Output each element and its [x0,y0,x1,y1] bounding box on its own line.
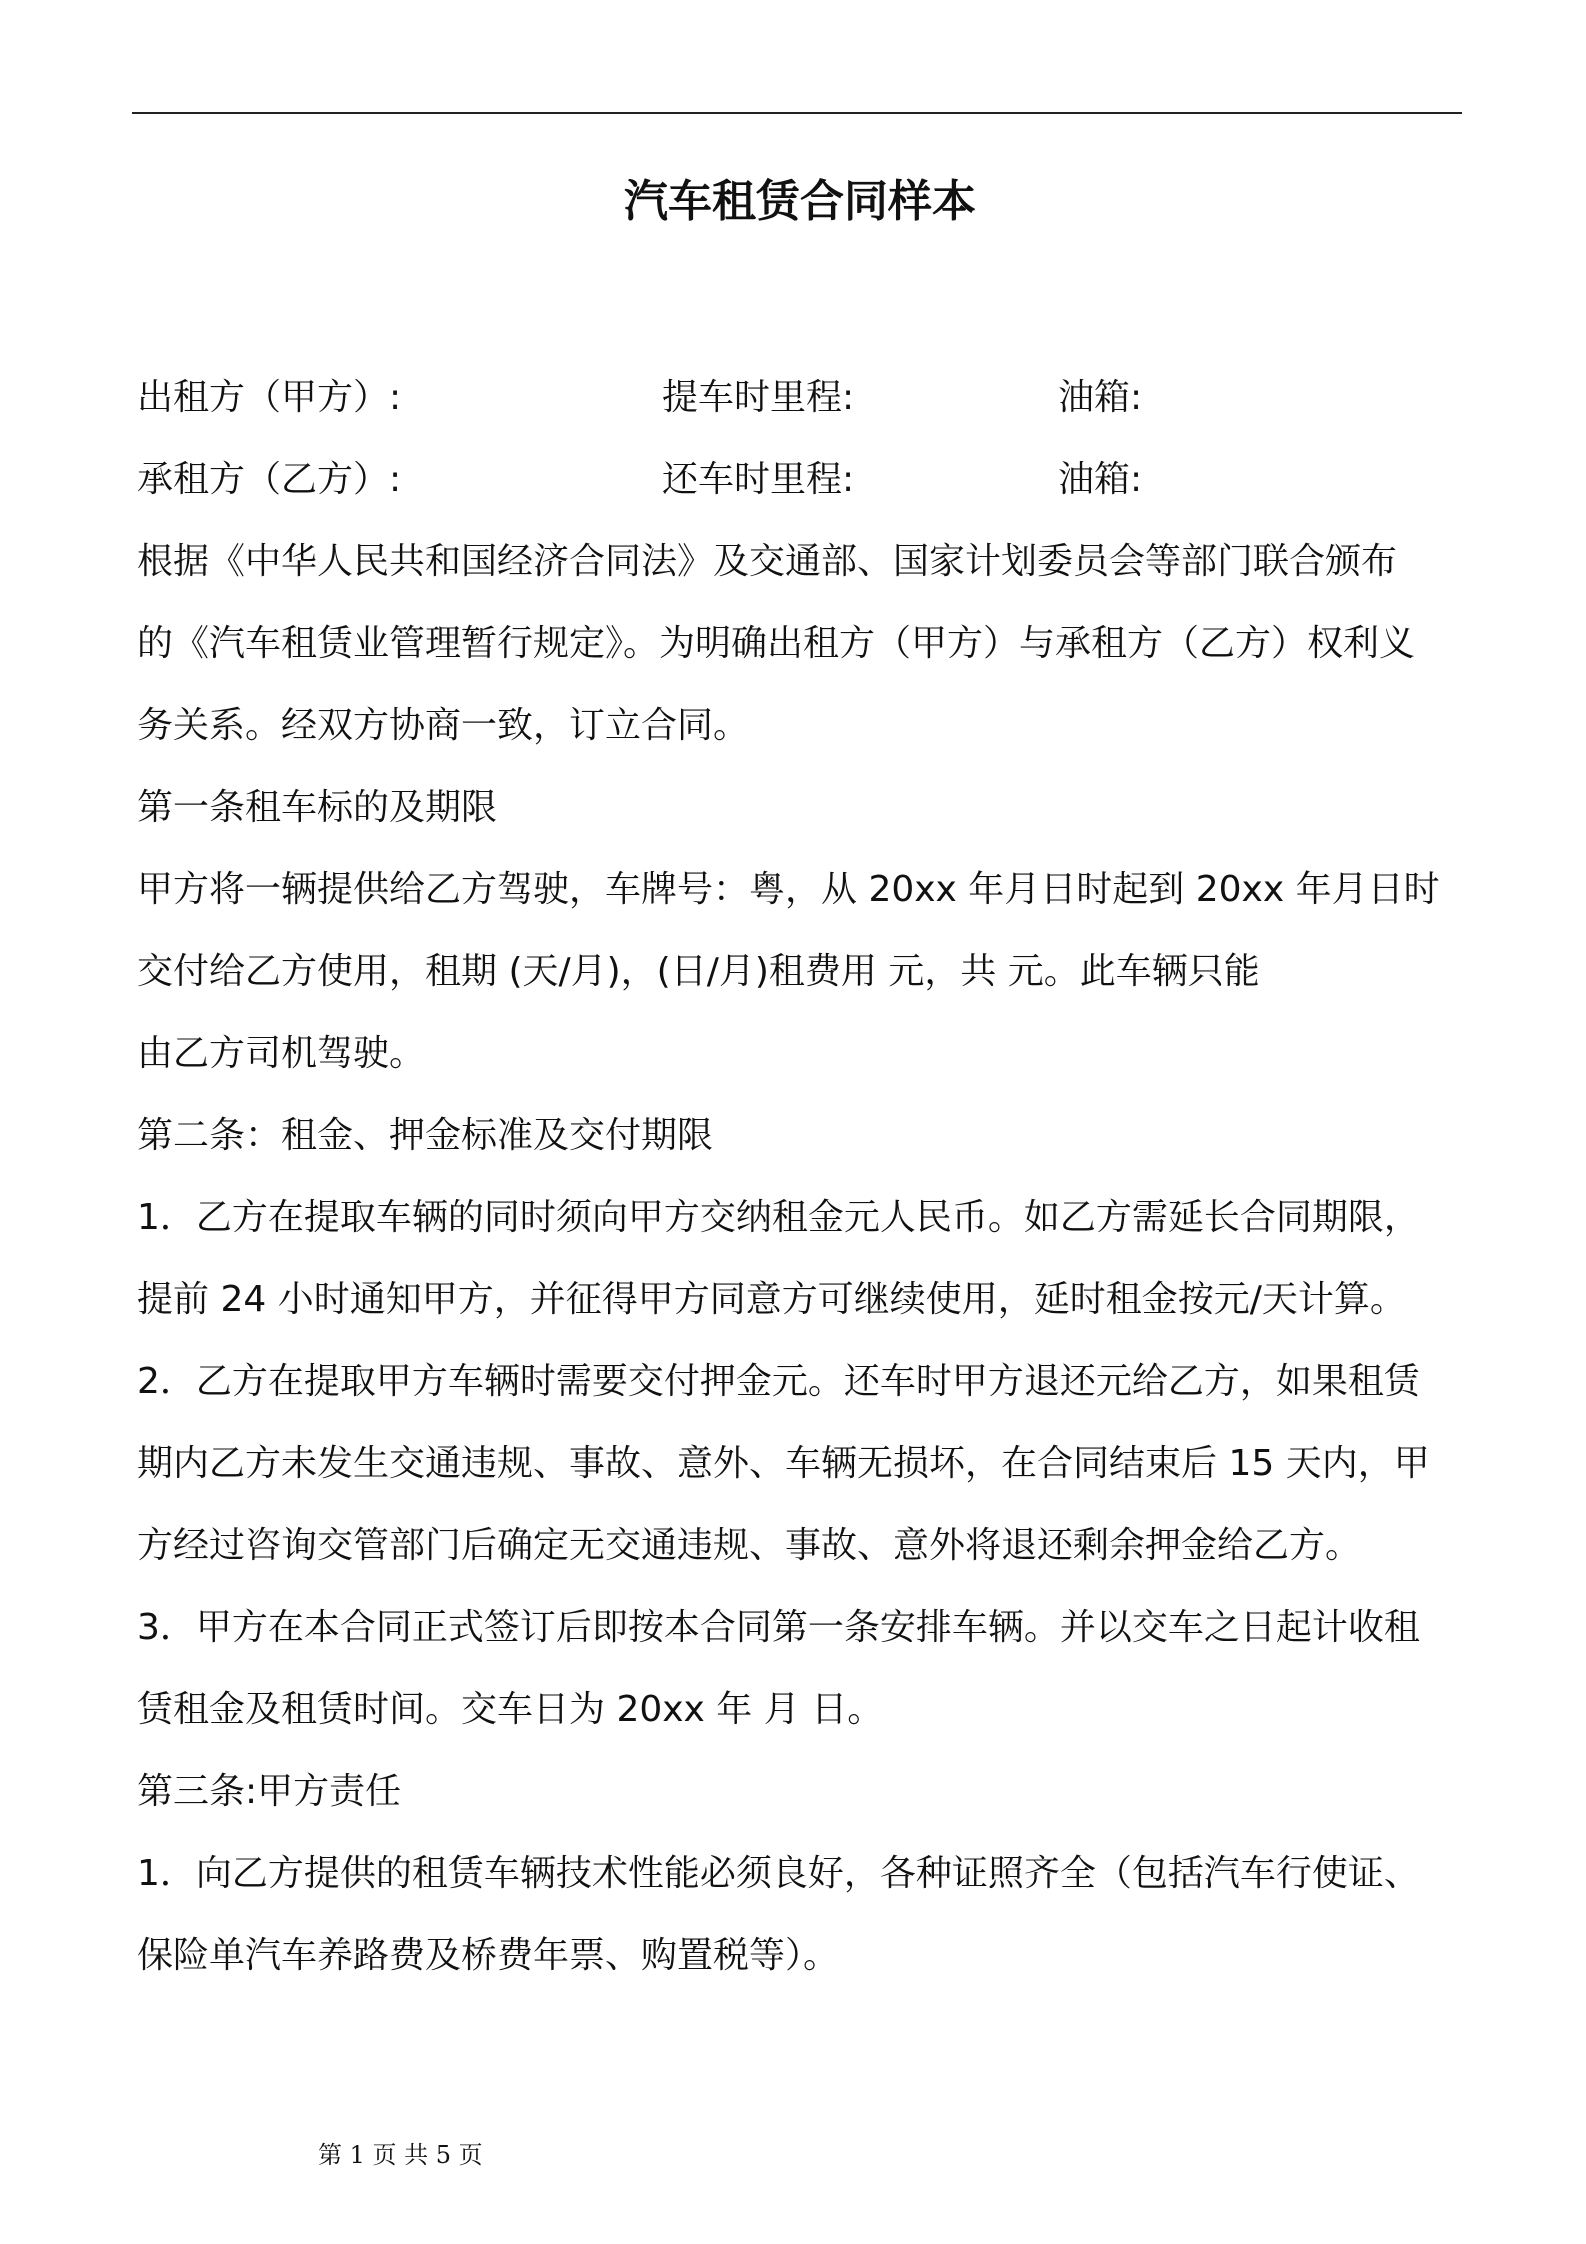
fuel-tank-label-pickup: 油箱: [1058,377,1143,418]
paragraph-line: 方经过咨询交管部门后确定无交通违规、事故、意外将退还剩余押金给乙方。 [137,1525,1362,1566]
paragraph-line: 的《汽车租赁业管理暂行规定》。为明确出租方（甲方）与承租方（乙方）权利义 [137,623,1416,664]
paragraph-line: 期内乙方未发生交通违规、事故、意外、车辆无损坏，在合同结束后 15 天内，甲 [137,1443,1430,1484]
paragraph-line: 2．乙方在提取甲方车辆时需要交付押金元。还车时甲方退还元给乙方，如果租赁 [137,1361,1420,1402]
section-heading-1: 第一条租车标的及期限 [137,787,498,828]
pickup-mileage-label: 提车时里程: [662,377,855,418]
section-heading-2: 第二条：租金、押金标准及交付期限 [137,1115,714,1156]
page-footer: 第 1 页 共 5 页 [318,2141,483,2169]
paragraph-line: 1．乙方在提取车辆的同时须向甲方交纳租金元人民币。如乙方需延长合同期限， [137,1197,1420,1238]
lessor-label: 出租方（甲方）: [137,377,402,418]
return-mileage-label: 还车时里程: [662,459,855,500]
top-rule [132,112,1462,114]
paragraph-line: 根据《中华人民共和国经济合同法》及交通部、国家计划委员会等部门联合颁布 [137,541,1398,582]
section-heading-3: 第三条:甲方责任 [137,1771,402,1812]
paragraph-line: 3．甲方在本合同正式签订后即按本合同第一条安排车辆。并以交车之日起计收租 [137,1607,1420,1648]
paragraph-line: 由乙方司机驾驶。 [137,1033,426,1074]
paragraph-line: 1．向乙方提供的租赁车辆技术性能必须良好，各种证照齐全（包括汽车行使证、 [137,1853,1420,1894]
paragraph-line: 务关系。经双方协商一致，订立合同。 [137,705,750,746]
paragraph-line: 甲方将一辆提供给乙方驾驶，车牌号：粤，从 20xx 年月日时起到 20xx 年月日时 [137,869,1440,910]
paragraph-line: 交付给乙方使用，租期 (天/月)，(日/月)租费用 元，共 元。此车辆只能 [137,951,1260,992]
paragraph-line: 保险单汽车养路费及桥费年票、购置税等）。 [137,1935,840,1976]
document-title: 汽车租赁合同样本 [624,176,976,227]
paragraph-line: 提前 24 小时通知甲方，并征得甲方同意方可继续使用，延时租金按元/天计算。 [137,1279,1406,1320]
fuel-tank-label-return: 油箱: [1058,459,1143,500]
paragraph-line: 赁租金及租赁时间。交车日为 20xx 年 月 日。 [137,1689,884,1730]
lessee-label: 承租方（乙方）: [137,459,402,500]
